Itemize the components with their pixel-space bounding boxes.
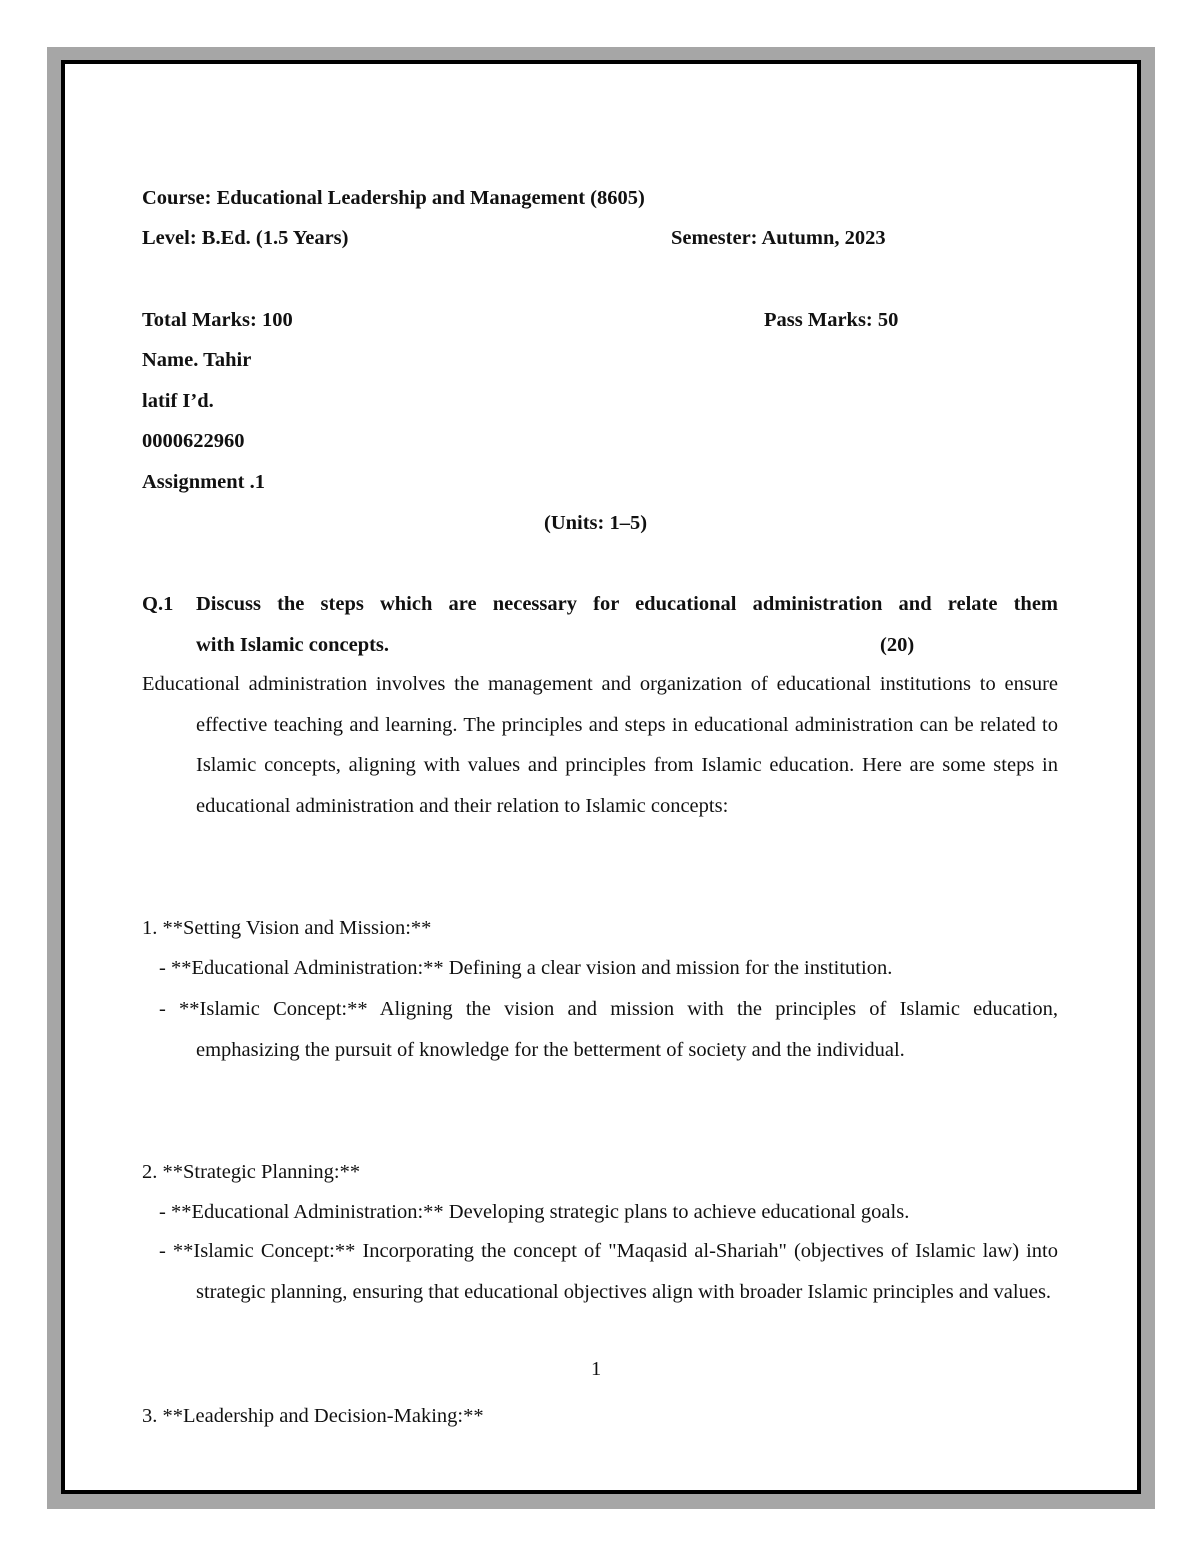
student-id: 0000622960 (142, 430, 245, 452)
question-line-2: with Islamic concepts. (196, 634, 390, 656)
section-2-bullet-islamic: - **Islamic Concept:** Incorporating the concept of "Maqasid al-Shariah" (objectives of Islamic law) into strategic planning, ensuring that educational objectives align with broader Islamic principles and values. (159, 1240, 1058, 1303)
student-name: Name. Tahir (142, 349, 252, 371)
question-number: Q.1 (142, 593, 174, 615)
course-title: Course: Educational Leadership and Management (8605) (142, 187, 645, 209)
pass-marks: Pass Marks: 50 (764, 309, 899, 331)
student-latif: latif I’d. (142, 390, 214, 412)
page-number: 1 (591, 1358, 602, 1380)
question-line-1: Discuss the steps which are necessary for educational administration and relate them (196, 593, 1058, 615)
intro-paragraph: Educational administration involves the management and organization of educational institutions to ensure effective teaching and learning. The principles and steps in educational administration can be related to Islamic concepts, aligning with values and principles from Islamic education. Here are some steps in educational administration and their relation to Islamic concepts: (142, 673, 1058, 818)
question-marks: (20) (880, 634, 915, 656)
total-marks: Total Marks: 100 (142, 309, 293, 331)
section-1-heading: 1. **Setting Vision and Mission:** (142, 917, 432, 939)
section-2-bullet-admin: - **Educational Administration:** Developing strategic plans to achieve educational goals. (159, 1201, 910, 1223)
section-2-heading: 2. **Strategic Planning:** (142, 1161, 361, 1183)
units-label: (Units: 1–5) (544, 512, 648, 534)
assignment-label: Assignment .1 (142, 471, 266, 493)
section-1-bullet-islamic: - **Islamic Concept:** Aligning the vision and mission with the principles of Islamic education, emphasizing the pursuit of knowledge for the betterment of society and the individual. (159, 998, 1058, 1061)
level-label: Level: B.Ed. (1.5 Years) (142, 227, 349, 249)
semester-label: Semester: Autumn, 2023 (671, 227, 886, 249)
section-3-heading: 3. **Leadership and Decision-Making:** (142, 1405, 484, 1427)
section-1-bullet-admin: - **Educational Administration:** Defining a clear vision and mission for the institution. (159, 957, 893, 979)
